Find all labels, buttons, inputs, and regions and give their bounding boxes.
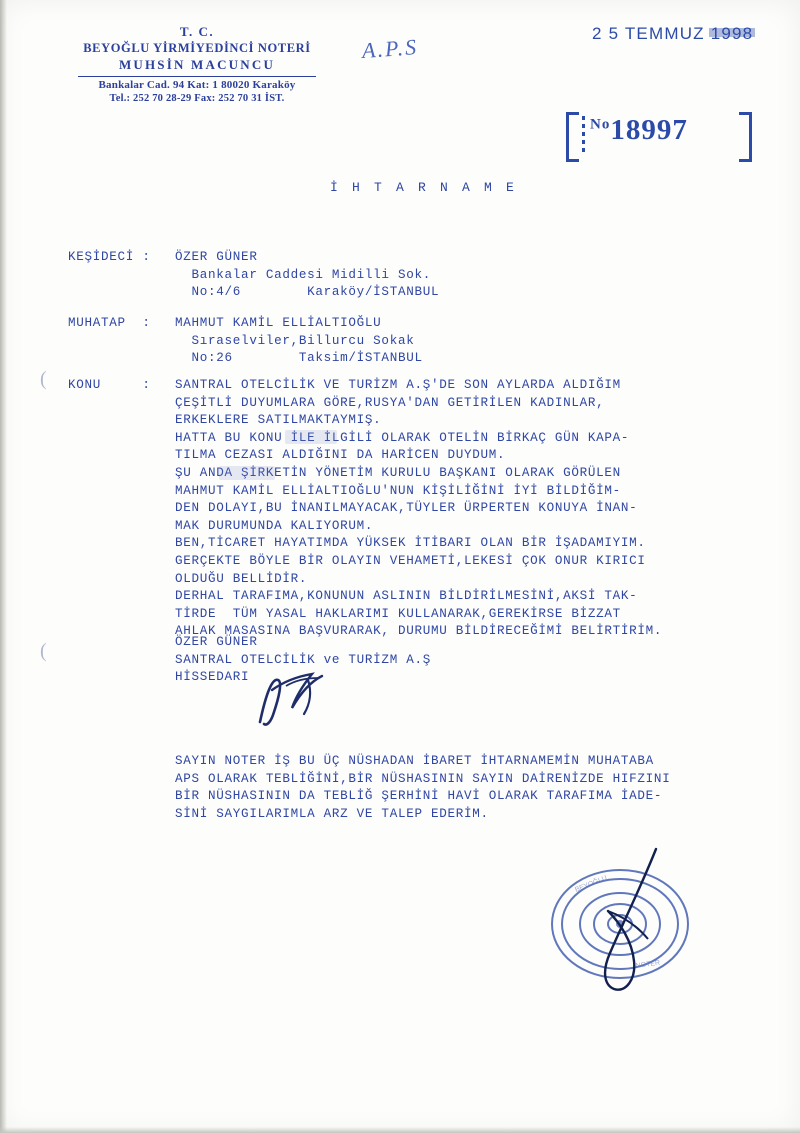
signer-name: ÖZER GÜNER (175, 635, 258, 649)
closing-line-4: SİNİ SAYGILARIMLA ARZ VE TALEP EDERİM. (175, 806, 489, 821)
field-label-muhatap: MUHATAP : (68, 316, 151, 330)
letterhead-office: BEYOĞLU YİRMİYEDİNCİ NOTERİ (83, 41, 311, 55)
closing-line-2: APS OLARAK TEBLİĞİNİ,BİR NÜSHASININ SAYIN DAİRENİZDE HIFZINI (175, 771, 671, 786)
stamp-bracket-left (566, 112, 579, 162)
field-label-konu: KONU : (68, 378, 151, 392)
number-value: 18997 (610, 114, 688, 146)
konu-line-12: OLDUĞU BELLİDİR. (175, 571, 308, 586)
handwritten-seal-signature (570, 845, 680, 1005)
letterhead-address: Bankalar Cad. 94 Kat: 1 80020 Karaköy (98, 79, 296, 91)
muhatap-line-3: No:26 Taksim/İSTANBUL (175, 351, 423, 366)
field-label-keseci: KEŞİDECİ : (68, 250, 151, 264)
stamp-dotted-line (582, 116, 585, 152)
page-title: İ H T A R N A M E (330, 180, 518, 195)
field-value-muhatap (175, 315, 423, 368)
konu-line-9: MAK DURUMUNDA KALIYORUM. (175, 518, 374, 533)
konu-line-10: BEN,TİCARET HAYATIMDA YÜKSEK İTİBARI OLAN BİR İŞADAMIYIM. (175, 536, 646, 551)
konu-line-3: ERKEKLERE SATILMAKTAYMIŞ. (175, 413, 382, 428)
muhatap-line-1: MAHMUT KAMİL ELLİALTIOĞLU (175, 316, 382, 330)
svg-text:BEYOĞLU: BEYOĞLU (574, 874, 609, 894)
stamp-bracket-right (739, 112, 752, 162)
konu-line-2: ÇEŞİTLİ DUYUMLARA GÖRE,RUSYA'DAN GETİRİLEN KADINLAR, (175, 395, 605, 410)
closing-request-block (175, 753, 670, 823)
konu-line-15: AHLAK MASASINA BAŞVURARAK, DURUMU BİLDİRECEĞİMİ BELİRTİRİM. (175, 624, 663, 639)
field-value-keseci (175, 249, 439, 302)
letterhead-tc: T. C. (179, 24, 215, 39)
registration-number-stamp (566, 112, 752, 156)
date-stamp-year: 1998 (710, 24, 754, 43)
signer-role: HİSSEDARI (175, 670, 250, 685)
konu-line-4: HATTA BU KONU İLE İLGİLİ OLARAK OTELİN BİRKAÇ GÜN KAPA- (175, 430, 630, 445)
scan-edge-bottom (0, 1127, 800, 1133)
handwritten-signature (252, 670, 372, 730)
letterhead-notary-name: MUHSİN MACUNCU (118, 57, 276, 72)
handwritten-aps-note: A.P.S (361, 34, 419, 63)
konu-line-6: ŞU ANDA ŞİRKETİN YÖNETİM KURULU BAŞKANI OLARAK GÖRÜLEN (175, 465, 621, 480)
letterhead (62, 24, 332, 104)
number-prefix: No (590, 116, 611, 133)
keseci-line-1: ÖZER GÜNER (175, 250, 258, 264)
svg-text:NOTER: NOTER (635, 959, 661, 970)
letterhead-contact: Tel.: 252 70 28-29 Fax: 252 70 31 İST. (109, 93, 285, 104)
konu-line-7: MAHMUT KAMİL ELLİALTIOĞLU'NUN KİŞİLİĞİNİ İYİ BİLDİĞİM- (175, 483, 621, 498)
date-stamp (592, 24, 753, 44)
konu-line-11: GERÇEKTE BÖYLE BİR OLAYIN VEHAMETİ,LEKESİ ÇOK ONUR KIRICI (175, 553, 646, 568)
closing-line-1: SAYIN NOTER İŞ BU ÜÇ NÜSHADAN İBARET İHTARNAMEMİN MUHATABA (175, 754, 654, 768)
closing-line-3: BİR NÜSHASININ DA TEBLİĞ ŞERHİNİ HAVİ OLARAK TARAFIMA İADE- (175, 789, 663, 804)
margin-mark-1: ( (40, 368, 47, 390)
konu-line-5: TILMA CEZASI ALDIĞINI DA HARİCEN DUYDUM. (175, 448, 506, 463)
signer-company: SANTRAL OTELCİLİK ve TURİZM A.Ş (175, 652, 431, 667)
date-stamp-daymonth: 2 5 TEMMUZ (592, 24, 705, 43)
scan-edge-left (0, 0, 7, 1133)
margin-mark-2: ( (40, 640, 47, 662)
konu-line-14: TİRDE TÜM YASAL HAKLARIMI KULLANARAK,GEREKİRSE BİZZAT (175, 606, 621, 621)
konu-line-8: DEN DOLAYI,BU İNANILMAYACAK,TÜYLER ÜRPERTEN KONUYA İNAN- (175, 501, 638, 516)
konu-line-1: SANTRAL OTELCİLİK VE TURİZM A.Ş'DE SON AYLARDA ALDIĞIM (175, 378, 621, 392)
muhatap-line-2: Sıraselviler,Billurcu Sokak (175, 333, 415, 348)
field-value-konu (175, 377, 662, 641)
letterhead-divider (78, 76, 316, 77)
konu-line-13: DERHAL TARAFIMA,KONUNUN ASLININ BİLDİRİLMESİNİ,AKSİ TAK- (175, 589, 638, 604)
registration-number (590, 114, 688, 147)
keseci-line-2: Bankalar Caddesi Midilli Sok. (175, 267, 431, 282)
keseci-line-3: No:4/6 Karaköy/İSTANBUL (175, 285, 440, 300)
